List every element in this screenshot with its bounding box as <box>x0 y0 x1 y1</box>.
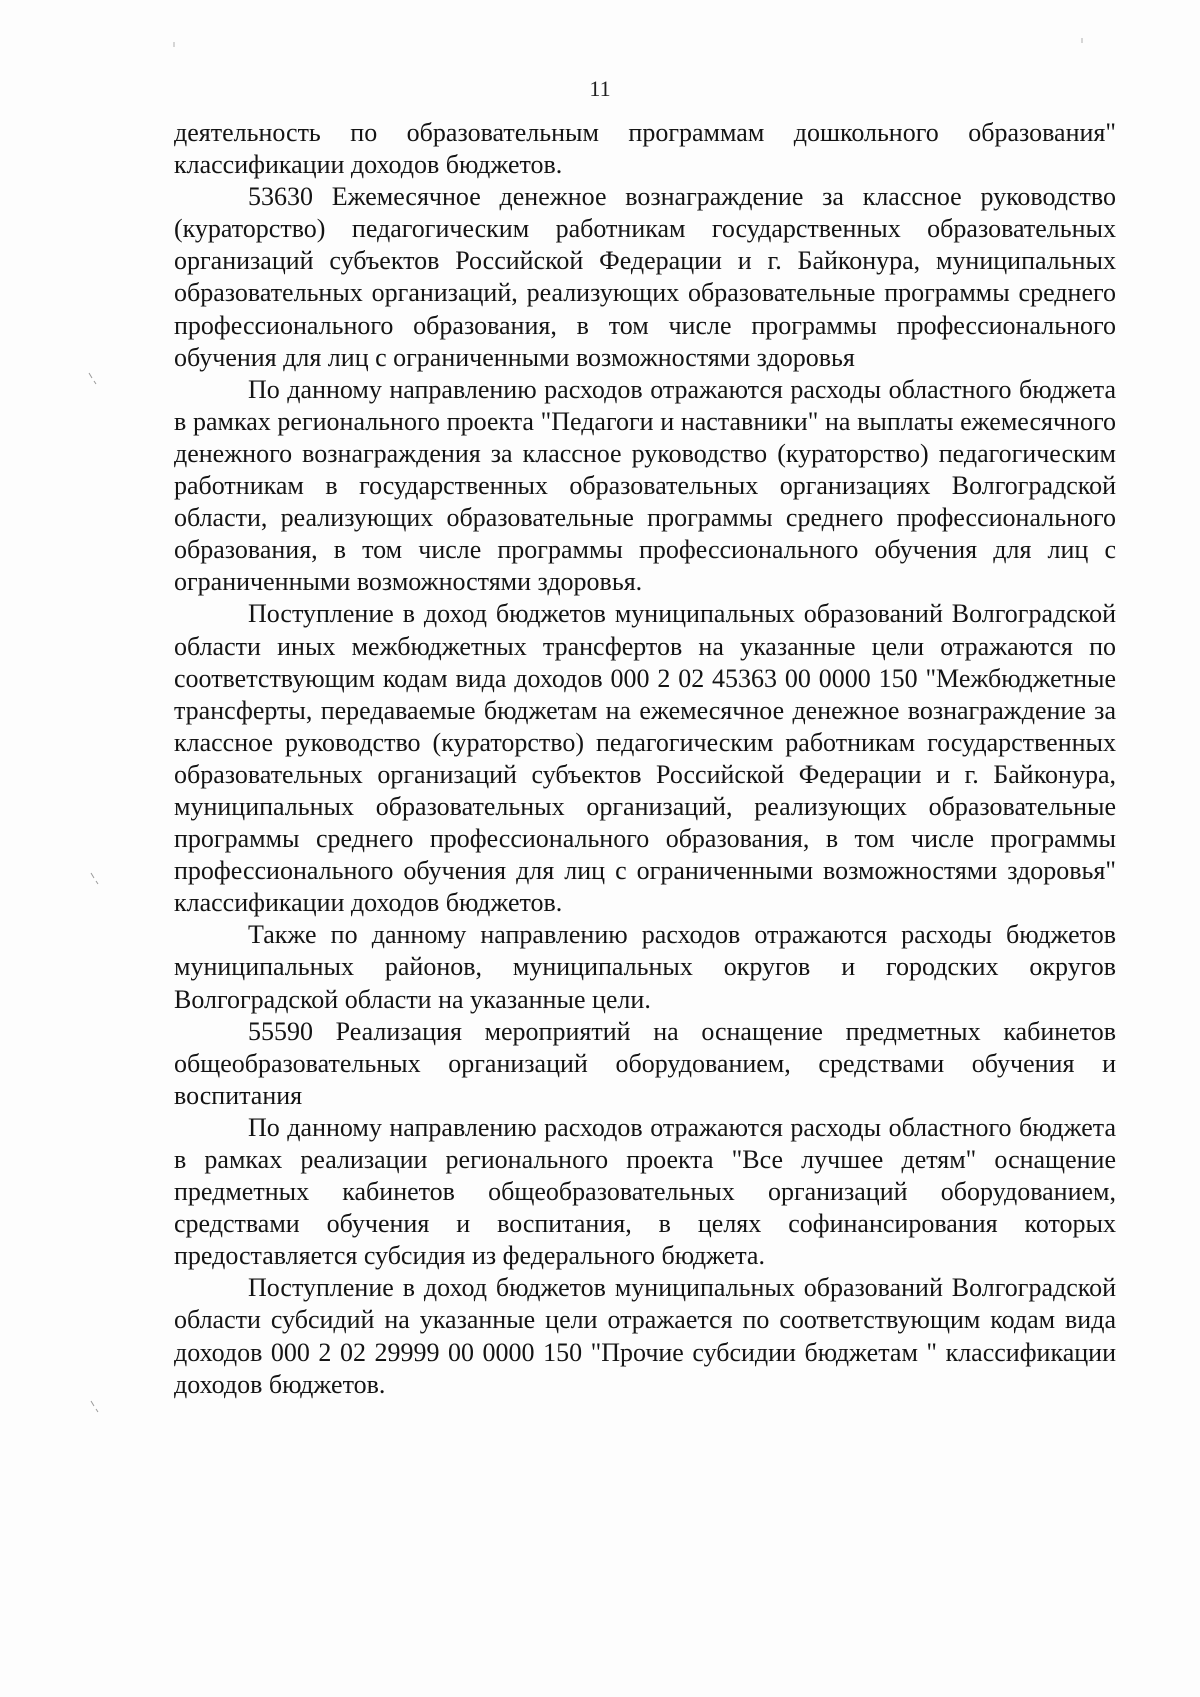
paragraph-55590-heading: 55590 Реализация мероприятий на оснащение предметных кабинетов общеобразовательных организаций оборудованием, средствами обучения и воспитания <box>174 1016 1116 1110</box>
paragraph-53630-income: Поступление в доход бюджетов муниципальных образований Волгоградской области иных межбюджетных трансфертов на указанные цели отражаются по соответствующим кодам вида доходов 000 2 02 45363 00 0000 150 "Межбюджетные трансферты, передаваемые бюджетам на ежемесячное денежное вознаграждение за классное руководство (кураторство) педагогическим работникам государственных образовательных организаций субъектов Российской Федерации и г. Байконура, муниципальных образовательных организаций, реализующих образовательные программы среднего профессионального образования, в том числе программы профессионального обучения для лиц с ограниченными возможностями здоровья" классификации доходов бюджетов. <box>174 599 1116 918</box>
paragraph-53630-description: По данному направлению расходов отражаются расходы областного бюджета в рамках регионального проекта "Педагоги и наставники" на выплаты ежемесячного денежного вознаграждения за классное руководство (кураторство) педагогическим работникам в государственных образовательных организациях Волгоградской области, реализующих образовательные программы среднего профессионального образования, в том числе программы профессионального обучения для лиц с ограниченными возможностями здоровья. <box>174 374 1116 597</box>
scan-artifact-mark <box>90 872 100 886</box>
paragraph-55590-description: По данному направлению расходов отражаются расходы областного бюджета в рамках реализации регионального проекта "Все лучшее детям" оснащение предметных кабинетов общеобразовательных организаций оборудованием, средствами обучения и воспитания, в целях софинансирования которых предоставляется субсидия из федерального бюджета. <box>174 1112 1116 1271</box>
scan-artifact-mark <box>88 372 98 386</box>
paragraph-53630-municipal: Также по данному направлению расходов отражаются расходы бюджетов муниципальных районов, муниципальных округов и городских округов Волгоградской области на указанные цели. <box>174 920 1116 1014</box>
scan-artifact-dot <box>1080 38 1084 44</box>
paragraph-continuation: деятельность по образовательным программам дошкольного образования" классификации доходов бюджетов. <box>174 118 1116 180</box>
scan-artifact-dot <box>172 42 176 48</box>
page-number: 11 <box>589 76 611 101</box>
paragraph-55590-income: Поступление в доход бюджетов муниципальных образований Волгоградской области субсидий на указанные цели отражается по соответствующим кодам вида доходов 000 2 02 29999 00 0000 150 "Прочие субсидии бюджетам " классификации доходов бюджетов. <box>174 1273 1116 1399</box>
paragraph-53630-heading: 53630 Ежемесячное денежное вознаграждение за классное руководство (кураторство) педагогическим работникам государственных образовательных организаций субъектов Российской Федерации и г. Байконура, муниципальных образовательных организаций, реализующих образовательные программы среднего профессионального образования, в том числе программы профессионального обучения для лиц с ограниченными возможностями здоровья <box>174 182 1116 372</box>
document-body <box>174 117 1116 1401</box>
scan-artifact-mark <box>90 1400 100 1414</box>
